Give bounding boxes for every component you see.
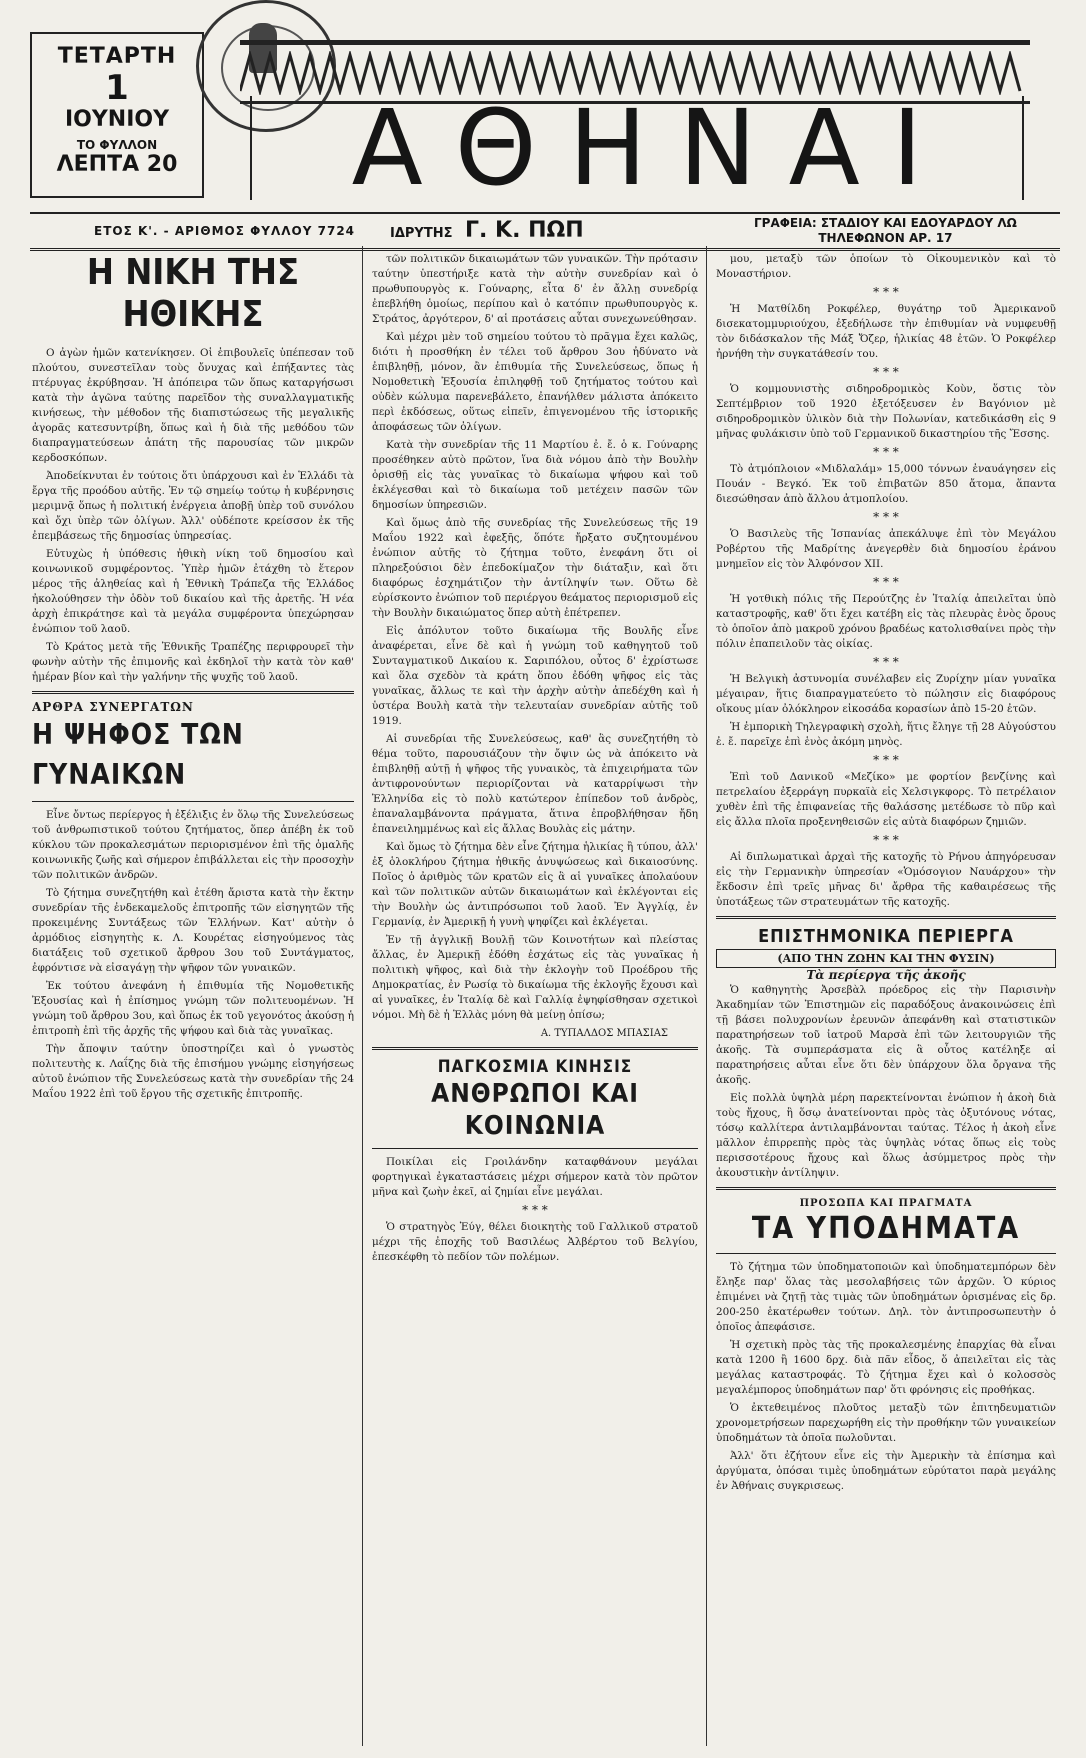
col2-paragraph: Καὶ ὅμως ἀπὸ τῆς συνεδρίας τῆς Συνελεύσεως τῆς 19 Μαΐου 1922 καὶ ἐφεξῆς, ὅπότε ἤρξατο συζητουμένου ἐνώπιον αὐτῆς τὸ ζήτημα τοῦτο, ἐνεφάνη ὅτι οἱ πληρεξούσιοι δὲν ἐπεδοκίμαζον τὴν διάταξιν, καὶ ὅτι διαφόρως ἐσχημάτιζον τὴν ἀντίληψίν των. Οὕτω δὲ εὑρίσκοντο ἐνώπιον τοῦ περιέργου θεάματος περιορισμοῦ εἰς τὴν Βουλὴν δικαιώματος ὅπερ αὐτὴ ἐπέτρεπεν.	[372, 517, 698, 619]
article-title-akoi: Τὰ περίεργα τῆς ἀκοῆς	[806, 968, 966, 982]
col2-news-paragraph: Ὁ στρατηγὸς Ἑύγ, θέλει διοικητὴς τοῦ Γαλλικοῦ στρατοῦ μέχρι τῆς ἐποχῆς τοῦ Βασιλέως Ἀλβέρτου τοῦ Βελγίου, ἐπεσκέφθη τὸ πεδίον τῶν πολέμων.	[372, 1221, 698, 1263]
newspaper-title: ΑΘΗΝΑΙ	[351, 87, 955, 209]
headline-psifos: Η ΨΗΦΟΣ ΤΩΝ ΓΥΝΑΙΚΩΝ	[32, 718, 244, 791]
col3-paragraph: μου, μεταξὺ τῶν ὁποίων τὸ Οἰκουμενικὸν καὶ τὸ Μοναστήριον.	[716, 253, 1056, 280]
col2-paragraph: τῶν πολιτικῶν δικαιωμάτων τῶν γυναικῶν. Τὴν πρότασιν ταύτην ὑπεστήριξε κατὰ τὴν αὐτὴν συνεδρίαν καὶ ὁ πρωθυπουργὸς κ. Γούναρης, εἶτα δ' ἐν ἄλλῃ συνεδρίᾳ ἐπεβλήθη ὁμοίως, περίπου καὶ ὁ κατόπιν πρωθυπουργὸς κ. Στράτος, ἀργότερον, δ' αἱ προτάσεις αὗται συνεχωνεύθησαν.	[372, 253, 698, 325]
col2-paragraph: Αἱ συνεδρίαι τῆς Συνελεύσεως, καθ' ἃς συνεζητήθη τὸ θέμα τοῦτο, παρουσιάζουν τὴν ὄψιν ὡς νὰ ἀπόκειτο νὰ ἐπιβληθῇ αὐτῇ ἡ ψῆφος τῆς γυναικὸς, τὰ ἐπιχειρήματα τῶν ἀντιφρονούντων περιορίζονται νὰ καταρρίψωσι τὴν Ἑλληνίδα εἰς τὸ πολὺ κατώτερον ἐπίπεδον τοῦ ἀνδρὸς, ἐπαναλαμβάνοντα πράγματα, ἅτινα ἐπροβλήθησαν ἤδη ἐπανειλημμένως καὶ εἰς ἄλλας Βουλὰς εἰς μάτην.	[372, 733, 698, 835]
col3-paragraph: Ὁ κομμουνιστὴς σιδηροδρομικὸς Κοὺν, ὅστις τὸν Σεπτέμβριον τοῦ 1920 ἐξετόξευσεν ἐν Βαγόνιον μὲ σιδηροδρομικὸν ὑλικὸν διὰ τὴν Πολωνίαν, κατεδικάσθη εἰς 9 μῆνας φυλάκισιν ὑπὸ τοῦ Γερμανικοῦ δικαστηρίου τῆς Ἔσσης.	[716, 383, 1056, 440]
stars-divider: * * *	[873, 445, 899, 459]
day-label: ΤΕΤΑΡΤΗ	[57, 44, 177, 69]
col3-paragraph: Ἡ Ματθίλδη Ροκφέλερ, θυγάτηρ τοῦ Ἀμερικανοῦ δισεκατομμυριούχου, ἐξεδήλωσε τὴν ἐπιθυμίαν νὰ νυμφευθῇ τὸν διδάσκαλον τῆς Μάξ Ὄζερ, ἡλικίας 48 ἐτῶν. Ὁ Ροκφέλερ ἠρνήθη τὴν συγκατάθεσίν του.	[716, 303, 1056, 360]
date-number: 1	[105, 68, 129, 108]
column-rule-2	[706, 246, 707, 1746]
col1-paragraph: Ο ἀγὼν ἡμῶν κατενίκησεν. Οἱ ἐπιβουλεῖς ὑπέπεσαν τοῦ πλούτου, συνεστεῖλαν τοὺς ὄνυχας καὶ ἐπήξαντες τὰς πτέρυγας ἐκρύβησαν. Ἡ ἀπόπειρα τῶν ὅπως καταργήσωσι κατὰ τὴν ἀγῶνα ταύτης παρεῖδον τὴς συναλλαγματικῆς κινήσεως, τὴν μέθοδον τῆς διαπιστώσεως τῆς μεγαλικῆς ἀγορᾶς κατεσυντρίβη, ὅπως καὶ ἡ διὰ τῆς μεθόδου τῶν διαπραγματεύσεων ἀπάτη τῆς παρουσίας τῶν μικρῶν κερδοσκόπων.	[32, 347, 354, 464]
kicker-prosopa: ΠΡΟΣΩΠΑ ΚΑΙ ΠΡΑΓΜΑΤΑ	[799, 1198, 973, 1209]
column-2	[372, 252, 698, 1752]
info-bar	[30, 212, 1060, 251]
col3-shoes-paragraph: Ἀλλ' ὅτι ἐζήτουν εἶνε εἰς τὴν Ἀμερικὴν τὰ ἐπίσημα καὶ ἀργύματα, ὁπόσαι τιμὲς ὑποδημάτων εὐρύτατοι παρὰ μεγάλης ἐν Ἀθήναις συγκρισεως.	[716, 1450, 1056, 1492]
col3-paragraph: Τὸ ἀτμόπλοιον «Μιδλαλάμ» 15,000 τόννων ἐναυάγησεν εἰς Πουάν - Βεγκό. Ἐκ τοῦ ἐπιβατῶν 850 ἄτομα, ἅπαντα διεσώθησαν ἀπὸ ἄλλου ἀτμοπλοίου.	[716, 463, 1056, 505]
stars-divider: * * *	[873, 365, 899, 379]
col1-paragraph: Τὸ Κράτος μετὰ τῆς Ἐθνικῆς Τραπέζης περιφρουρεῖ τὴν φωνὴν αὐτὴν τῆς ἐπιμονῆς καὶ ἐκδηλοῖ τὴν κατὰ τὸν καθ' ἡμέραν βίον καὶ τὴν γαλήνην τῆς ψυχῆς τοῦ λαοῦ.	[32, 641, 354, 683]
col3-paragraph: Ἡ γοτθικὴ πόλις τῆς Περούτζης ἐν Ἰταλίᾳ ἀπειλεῖται ὑπὸ καταστροφῆς, καθ' ὅτι ἔχει κατέβη εἰς τὰς πλευρὰς ἐνὸς ὄρους τὸ ὁποῖον ἀπὸ μακροῦ χρόνου βραδέως κατολισθαίνει πρὸς τὴν πόλιν ἐπαπειλοῦν τὰς οἰκίας.	[716, 593, 1056, 650]
kicker-pagkosmia: ΠΑΓΚΟΣΜΙΑ ΚΙΝΗΣΙΣ	[437, 1057, 633, 1077]
col3-shoes-paragraph: Ἡ σχετικὴ πρὸς τὰς τῆς προκαλεσμένης ἐπαρχίας θὰ εἶναι κατὰ 1200 ἢ 1600 δρχ. διὰ πᾶν εἶδος, ὅ ἀπειλεῖται εἰς τὰς μεγάλας καταστροφάς. Τὸ ζήτημα ἔχει καὶ ὁ κολοσσὸς μεγαλέμπορος ὑποδημάτων παρ' ὅτι φρόνησις εἰς προθήκας.	[716, 1339, 1056, 1396]
stars-divider: * * *	[873, 510, 899, 524]
col2-paragraph: Καὶ ὅμως τὸ ζήτημα δὲν εἶνε ζήτημα ἡλικίας ἢ τύπου, ἀλλ' ἐξ ὁλοκλήρου ζήτημα ἠθικῆς ἀνυψώσεως καὶ δικαιοσύνης. Ποῖος ὁ ἀριθμὸς τῶν κρατῶν εἰς ἃ αἱ γυναῖκες ἀπολαύουν καὶ τῶν πολιτικῶν αὐτῶν δικαιωμάτων καὶ ἐκλέγονται εἰς τὴν Βουλὴν ὡς ἀντιπρόσωποι τοῦ λαοῦ. Ἐν Ἀγγλίᾳ, ἐν Γερμανίᾳ, ἐν Ἀμερικῇ ἡ γυνὴ ψηφίζει καὶ ἐκλέγεται.	[372, 841, 698, 928]
date-box	[30, 32, 204, 198]
col3-shoes-paragraph: Ὁ ἐκτεθειμένος πλοῦτος μεταξὺ τῶν ἐπιτηδευματιῶν χρονομετρήσεων παρεχωρήθη εἰς τὴν προθήκην τῶν γυναικείων ὑποδημάτων τὰ ὁποῖα πωλοῦνται.	[716, 1402, 1056, 1444]
col3-science-paragraph: Εἰς πολλὰ ὑψηλὰ μέρη παρεκτείνονται ἐνώπιον ἡ ἀκοὴ διὰ τοὺς ἤχους, ἢ ὅσῳ ἀνατείνονται πρὸς τὰς ὀξυτόνους νότας, τόσῳ καλλίτερα ἀντιλαμβάνονται ταύτας. Τέλος ἡ ἀκοὴ εἶνε μᾶλλον ἐπιρρεπὴς πρὸς τὰς ὑψηλὰς νότας ὅπως εἰς τοὺς περισσοτέρους ἤχους καὶ ὅλως ἀσύμμετρος πρὸς τὴν ἀκουστικὴν ἀντίληψιν.	[716, 1092, 1056, 1179]
col3-science-paragraph: Ὁ καθηγητὴς Ἀρσεβὰλ πρόεδρος εἰς τὴν Παρισινὴν Ἀκαδημίαν τῶν Ἐπιστημῶν εἰς παραδόξους ἀνακοινώσεις ἐπὶ τῇ βάσει πολυχρονίων ἐρευνῶν ἀπεφάνθη καὶ στατιστικῶν παρατηρήσεων τοῦ ἰατροῦ Μαρσὰ ἐπὶ τῶν λειτουργιῶν τῆς ἀκοῆς. Τὰ συμπεράσματα εἰς ἃ οὗτος κατέληξε αἱ παρατηρήσεις αὗται εἶνε ὅτι δὲν ὑπάρχουν ὅλα ὄργανα τῆς ἀκοῆς.	[716, 984, 1056, 1086]
column-1	[32, 252, 354, 1752]
col2-paragraph: Ἐν τῇ ἀγγλικῇ Βουλῇ τῶν Κοινοτήτων καὶ πλείστας ἄλλας, ἐν Ἀμερικῇ ἐδόθη ἐσχάτως εἰς τὰς γυναῖκας ἡ πολιτικὴ ψῆφος, καὶ διὰ τὴν ἐκλογὴν τοῦ Προέδρου τῆς Δημοκρατίας, ἐν Ρωσίᾳ τὸ δικαίωμα τῆς ἐκλογῆς ἔχουσι καὶ αἱ γυναῖκες, ἐν Ἰταλίᾳ δὲ καὶ Γαλλίᾳ ἐψηφίσθησαν σχετικοὶ νόμοι. Μὴ δὲ ἡ Ἑλλὰς μόνη θὰ μείνῃ ὀπίσω;	[372, 934, 698, 1021]
col1-article2-paragraph: Εἶνε ὄντως περίεργος ἡ ἐξέλιξις ἐν ὅλῳ τῆς Συνελεύσεως τοῦ ἀνθρωπιστικοῦ τούτου ζητήματος, ὅπερ ἀπέβη ἐκ τοῦ κύκλου τῶν προκαλεσμάτων περιορισμένον ἐπὶ τῆς ὁμαλῆς κοινωνικῆς ζωῆς καὶ σήμερον ἐπιβάλλεται εἰς τὴν προσοχὴν τῶν πολιτικῶν ἀνδρῶν.	[32, 809, 354, 881]
col3-paragraph: Ἐπὶ τοῦ Δανικοῦ «Μεζίκο» με φορτίον βενζίνης καὶ πετρελαίου ἐξερράγη πυρκαϊὰ εἰς Χελσιγκφορς. Τὸ πετρέλαιον χυθὲν ἐπὶ τῆς ἐπιφανείας τῆς θαλάσσης μετέδωσε τὸ πῦρ καὶ εἰς ἄλλα πλοῖα προξενηθεισῶν εἰς αὐτὰ διαφόρων ζημιῶν.	[716, 771, 1056, 828]
col3-paragraph: Ὁ Βασιλεὺς τῆς Ἰσπανίας ἀπεκάλυψε ἐπὶ τὸν Μεγάλου Ροβέρτου τῆς Μαδρίτης ἀνεγερθὲν διὰ δημοσίου ἐράνου μνημεῖον εἰς τὸν Ἀλφόνσον XII.	[716, 528, 1056, 570]
headline-epistimonika: ΕΠΙΣΤΗΜΟΝΙΚΑ ΠΕΡΙΕΡΓΑ	[758, 926, 1014, 947]
founder-label: ΙΔΡΥΤΗΣ	[390, 226, 453, 241]
headline-ypodimata: ΤΑ ΥΠΟΔΗΜΑΤΑ	[751, 1211, 1021, 1246]
founder	[390, 218, 584, 243]
col1-paragraph: Ἀποδείκνυται ἐν τούτοις ὅτι ὑπάρχουσι καὶ ἐν Ἑλλάδι τὰ ἔργα τῆς προόδου αὐτῆς. Ἐν τῷ σημείῳ τούτῳ ἡ κυβέρνησις μεριμνᾷ ὅπως ἡ πολιτική ἐνέργεια ἀποβῇ ὑπὲρ τοῦ συνόλου καὶ ὄχι ὑπὲρ τῶν ὀλίγων. Ἀλλ' οὐδέποτε κρείσσον ἐκ τῆς ἐπεμβάσεως τῆς δημοσίας ὑπηρεσίας.	[32, 470, 354, 542]
stars-divider: * * *	[873, 833, 899, 847]
col3-paragraph: Ἡ Βελγικὴ ἀστυνομία συνέλαβεν εἰς Ζυρίχην μίαν γυναῖκα μέγαιραν, ἥτις διαπραγματεύετο τὸ πώλησιν εἰς διαφόρους οἴκους μίαν ὀλόκληρον εἰκοσάδα κορασίων ἀπὸ 15-20 ἐτῶν.	[716, 673, 1056, 715]
headline-niki: Η ΝΙΚΗ ΤΗΣ ΗΘΙΚΗΣ	[86, 252, 300, 335]
col3-paragraph: Ἡ ἐμπορικὴ Τηλεγραφικὴ σχολὴ, ἥτις ἔληγε τῇ 28 Αὐγούστου ἐ. ἔ. παρεῖχε ἐπὶ ἑνὸς ἀκόμη μηνὸς.	[716, 721, 1056, 748]
stars-divider: * * *	[873, 655, 899, 669]
column-3	[716, 252, 1056, 1752]
column-rule-1	[362, 246, 363, 1746]
col1-article2-paragraph: Ἐκ τούτου ἀνεφάνη ἡ ἐπιθυμία τῆς Νομοθετικῆς Ἐξουσίας καὶ ἡ ἐπίσημος γνώμη τῶν πολιτευομένων. Ἡ γνώμη τοῦ ἄρθρου 3ου, καὶ ὅπως ἐκ τοῦ γεγονότος ἀκούσῃ ἡ ἐπιτροπὴ ἐπὶ τῆς ἀρχῆς τῆς ψήφου καὶ διὰ τὰς γυναῖκας.	[32, 980, 354, 1037]
headline-anthropoi: ΑΝΘΡΩΠΟΙ ΚΑΙ ΚΟΙΝΩΝΙΑ	[431, 1079, 639, 1141]
col2-paragraph: Εἰς ἀπόλυτον τοῦτο δικαίωμα τῆς Βουλῆς εἶνε ἀναφέρεται, εἶνε δὲ καὶ ἡ γνώμη τοῦ καθηγητοῦ τοῦ Συνταγματικοῦ Δικαίου κ. Σαριπόλου, οὗτος δ' ἐχρίστωσε καὶ ὅλα σχεδὸν τὰ κράτη ὅπου ἐδόθη ψῆφος εἰς τὰς γυναῖκας, ἄλλως τε καὶ τὴν ἀρχὴν αὐτὴν ἀπεδέχθη καὶ ἡ ὑστέρα Βουλὴ κατὰ τὴν τελευταίαν συνεδρίαν αὐτῆς τοῦ 1919.	[372, 625, 698, 727]
col1-paragraph: Εὐτυχὼς ἡ ὑπόθεσις ἠθικὴ νίκη τοῦ δημοσίου καὶ κοινωνικοῦ συμφέροντος. Ὑπὲρ ἡμῶν ἐτάχθη τὸ ἕτερον μέρος τῆς ἀληθείας καὶ ἡ Ἐθνικὴ Τράπεζα τῆς Ἑλλάδος ἠκολούθησεν τὴν ὁδὸν τοῦ δικαίου καὶ τῆς ἀρετῆς. Ἡ νέα ἀρχὴ ἐπικράτησε καὶ τὰ μεγάλα συμφέροντα ὑπεχώρησαν ἐνώπιον τοῦ λαοῦ.	[32, 548, 354, 635]
col2-news-paragraph: Ποικίλαι εἰς Γροιλάνδην καταφθάνουν μεγάλαι φορτηγικαὶ ἐγκαταστάσεις μέχρι σήμερον κατὰ τὸν πρῶτον μῆνα καὶ ζωὴν ἐκεῖ, αἱ ζημίαι εἶνε μεγάλαι.	[372, 1156, 698, 1198]
price-label: ΛΕΠΤΑ 20	[56, 152, 178, 177]
col3-shoes-paragraph: Τὸ ζήτημα τῶν ὑποδηματοποιῶν καὶ ὑποδηματεμπόρων δὲν ἔληξε παρ' ὅλας τὰς μεσολαβήσεις τῶν ἀρχῶν. Ὁ κύριος ἐπιμένει νὰ ζητῇ τὰς τιμὰς τῶν ὑποδημάτων ὁρισμένας εἰς δρ. 200-250 ἑκατέρωθεν τούτων. Δηλ. τὸν ἀντιπροσωπευτὴν ὁ ὁποῖος ἀπεφάσισε.	[716, 1261, 1056, 1333]
year-issue: ΕΤΟΣ Κ'. - ΑΡΙΘΜΟΣ ΦΥΛΛΟΥ 7724	[94, 224, 356, 238]
col2-paragraph: Κατὰ τὴν συνεδρίαν τῆς 11 Μαρτίου ἐ. ἔ. ὁ κ. Γούναρης προσέθηκεν αὐτὸ πρῶτον, ἵνα διὰ νόμου ἀπὸ τὴν Βουλὴν ὁρισθῇ εἰς τὰς γυναῖκας τὸ δικαίωμα ψήφου καὶ τοῦ ἐκλέγεσθαι καὶ τὸ δικαίωμα τοῦ μετέχειν πασῶν τῶν δημοσίων ὑπηρεσιῶν.	[372, 439, 698, 511]
offices-line-2: ΤΗΛΕΦΩΝΟΝ ΑΡ. 17	[818, 231, 953, 245]
stars-divider: * * *	[873, 575, 899, 589]
section-label-arthra: ΑΡΘΡΑ ΣΥΝΕΡΓΑΤΩΝ	[32, 700, 194, 714]
stars-divider: * * *	[873, 753, 899, 767]
issue-label: ΤΟ ΦΥΛΛΟΝ	[76, 138, 158, 152]
signature: Α. ΤΥΠΑΛΔΟΣ ΜΠΑΣΙΑΣ	[540, 1028, 668, 1039]
founder-name: Γ. Κ. ΠΩΠ	[465, 218, 584, 243]
masthead-title-box	[250, 87, 1024, 209]
offices	[754, 216, 1017, 246]
col3-paragraph: Αἱ διπλωματικαὶ ἀρχαὶ τῆς κατοχῆς τὸ Ρήνου ἀπηγόρευσαν εἰς τὴν Γερμανικὴν ὑπηρεσίαν «Ὁμόσογιον Ναυάρχου» τὴν ἔκδοσιν ἐπὶ τρεῖς μῆνας δι' ἄρθρα τῆς καθαιρέσεως τῆς ὑποτάξεως τῶν στρατευμάτων τῆς κατοχῆς.	[716, 851, 1056, 908]
section-subtitle-box: (ΑΠΟ ΤΗΝ ΖΩΗΝ ΚΑΙ ΤΗΝ ΦΥΣΙΝ)	[716, 949, 1056, 968]
stars-divider: * * *	[873, 285, 899, 299]
col1-article2-paragraph: Τὸ ζήτημα συνεζητήθη καὶ ἐτέθη ἄριστα κατὰ τὴν ἔκτην συνεδρίαν τῆς ἐνδεκαμελοῦς ἐπιτροπῆς τῶν εἰσηγητῶν τῆς προκειμένης Συντάξεως τῶν Ἑλλήνων. Κατ' αὐτὴν ὁ ἀρμόδιος εἰσηγητὴς κ. Λ. Κουρέτας εἰσηγούμενος τὰς διατάξεις τοῦ σχετικοῦ ἄρθρου 3ου τοῦ Συντάγματος, ἐφρόντισε νὰ εἰσαγάγῃ τὴν ψῆφον τῶν γυναικῶν.	[32, 887, 354, 974]
offices-line-1: ΓΡΑΦΕΙΑ: ΣΤΑΔΙΟΥ ΚΑΙ ΕΔΟΥΑΡΔΟΥ ΛΩ	[754, 216, 1017, 230]
col1-article2-paragraph: Τὴν ἄποψιν ταύτην ὑποστηρίζει καὶ ὁ γνωστὸς πολιτευτὴς κ. Λαΐζης διὰ τῆς ἐπισήμου γνώμης εἰσηγήσεως αὐτοῦ ἐνώπιον τῆς Συνελεύσεως κατὰ τὴν συνεδρίαν τῆς 24 Μαΐου 1922 ἐπὶ τοῦ ἔργου τῆς σχετικῆς ἐπιτροπῆς.	[32, 1043, 354, 1100]
stars-divider: * * *	[522, 1203, 548, 1217]
month-label: ΙΟΥΝΙΟΥ	[64, 107, 170, 132]
col2-paragraph: Καὶ μέχρι μὲν τοῦ σημείου τούτου τὸ πρᾶγμα ἔχει καλῶς, διότι ἡ προσθήκη ἐν τέλει τοῦ ἄρθρου 3ου ἠδύνατο νὰ ἐπιβληθῇ, μόνον, ἂν ἐπιθυμία τῆς Συνελεύσεως, ὅπως ἡ Νομοθετικὴ Ἐξουσία ἐπιληφθῇ τοῦ ζητήματος τούτου καὶ οὐδὲν κώλυμα παρενεβάλετο, ἐπανήλθεν μάλιστα ἀπόκειτο περὶ ἐκδόσεως, οὕτως εἰπεῖν, ἐπιγενομένου τῆς ἱστορικῆς ἀποφάσεως τῶν ὀλίγων.	[372, 331, 698, 433]
